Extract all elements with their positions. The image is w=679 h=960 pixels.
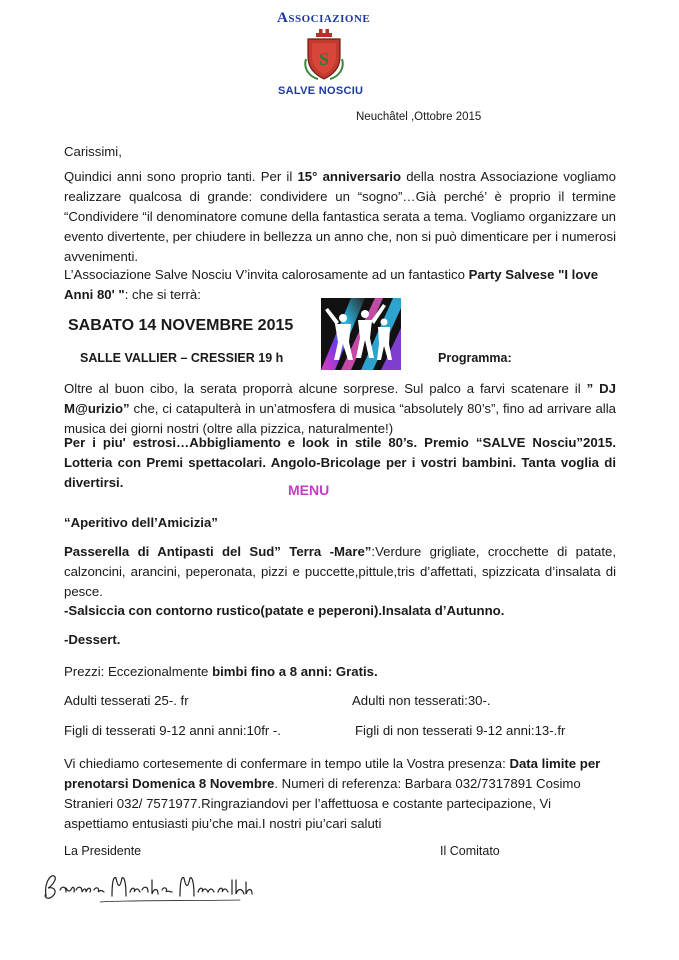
price-adult-members: Adulti tesserati 25-. fr bbox=[64, 693, 189, 708]
program-paragraph bbox=[64, 379, 616, 439]
menu-title: MENU bbox=[288, 482, 330, 498]
event-date: SABATO 14 NOVEMBRE 2015 bbox=[68, 317, 294, 334]
menu-passerella bbox=[64, 542, 616, 602]
svg-text:S: S bbox=[318, 49, 330, 69]
program-label: Programma: bbox=[438, 351, 512, 365]
intro-text-2: della nostra Associazione vogliamo realizzare qualcosa di grande: condividere un “sogno”…Già perché’ è proprio il termine “Condividere “il denominatore comune della fantastica serata a tema. Vogliamo organizzare un evento divertente, per chiudere in bellezza un anno che, non si può dimenticare per i numerosi avvenimenti. bbox=[64, 169, 616, 264]
handwritten-signature bbox=[40, 866, 260, 906]
program-text-2: che, ci catapulterà in un’atmosfera di musica “absolutely 80’s”, fino ad arrivare alla musica dei giorni nostri (oltre alla pizzica, naturalmente!) bbox=[64, 401, 616, 436]
highlights-paragraph: Per i piu' estrosi…Abbigliamento e look in stile 80’s. Premio “SALVE Nosciu”2015. Lotteria con Premi spettacolari. Angolo-Bricolage per i vostri bambini. Tanta voglia di divertirsi. bbox=[64, 435, 616, 490]
president-label: La Presidente bbox=[64, 844, 142, 858]
kids-free-note: bimbi fino a 8 anni: Gratis. bbox=[212, 664, 378, 679]
dancing-silhouettes-image bbox=[321, 298, 401, 370]
closing-text-1: Vi chiediamo cortesemente di confermare in tempo utile la Vostra presenza: bbox=[64, 756, 510, 771]
menu-salsiccia: -Salsiccia con contorno rustico(patate e peperoni).Insalata d’Autunno. bbox=[64, 603, 505, 618]
association-name-bottom: SALVE NOSCIU bbox=[278, 85, 364, 97]
passerella-items: :Verdure grigliate, crocchette di patate, calzoncini, arancini, peperonata, pizzi e puccette,pittule,tris d’affettati, spizzicata d’insalata di pesce. bbox=[64, 544, 616, 599]
menu-aperitivo: “Aperitivo dell’Amicizia” bbox=[64, 515, 218, 530]
passerella-title: Passerella di Antipasti del Sud” Terra -Mare” bbox=[64, 544, 372, 559]
intro-text-1: Quindici anni sono proprio tanti. Per il bbox=[64, 169, 298, 184]
menu-dessert: -Dessert. bbox=[64, 632, 121, 647]
price-kids-non-members: Figli di non tesserati 9-12 anni:13-.fr bbox=[355, 723, 566, 738]
intro-anniversary: 15° anniversario bbox=[297, 169, 402, 184]
closing-text-2: . Numeri di referenza: Barbara 032/7317891 Cosimo Stranieri 032/ 7571977.Ringraziandovi per l’affettuosa e costante partecipazione, Vi aspettiamo entusiasti piu’che mai.I nostri piu’cari saluti bbox=[64, 776, 581, 831]
program-text-1: Oltre al buon cibo, la serata proporrà alcune sorprese. Sul palco a farvi scatenare il bbox=[64, 381, 587, 396]
invite-text-1: L’Associazione Salve Nosciu V’invita calorosamente ad un fantastico bbox=[64, 267, 469, 282]
prices-intro bbox=[64, 662, 616, 682]
committee-label: Il Comitato bbox=[440, 844, 500, 858]
intro-paragraph bbox=[64, 167, 616, 267]
price-kids-members: Figli di tesserati 9-12 anni anni:10fr -. bbox=[64, 723, 281, 738]
invite-text-2: : che si terrà: bbox=[124, 287, 201, 302]
greeting: Carissimi, bbox=[64, 144, 122, 159]
place-date: Neuchâtel ,Ottobre 2015 bbox=[356, 111, 482, 123]
dj-name: ” DJ M@urizio” bbox=[64, 381, 616, 416]
closing-paragraph bbox=[64, 754, 616, 834]
booking-deadline: Data limite per prenotarsi Domenica 8 Novembre bbox=[64, 756, 601, 791]
event-venue: SALLE VALLIER – CRESSIER 19 h bbox=[80, 351, 284, 365]
party-name: Party Salvese "I love Anni 80' " bbox=[64, 267, 599, 302]
coat-of-arms-logo bbox=[304, 27, 344, 82]
prices-intro-text: Prezzi: Eccezionalmente bbox=[64, 664, 213, 679]
association-name-top: Associazione bbox=[277, 10, 371, 26]
price-adult-non-members: Adulti non tesserati:30-. bbox=[352, 693, 491, 708]
